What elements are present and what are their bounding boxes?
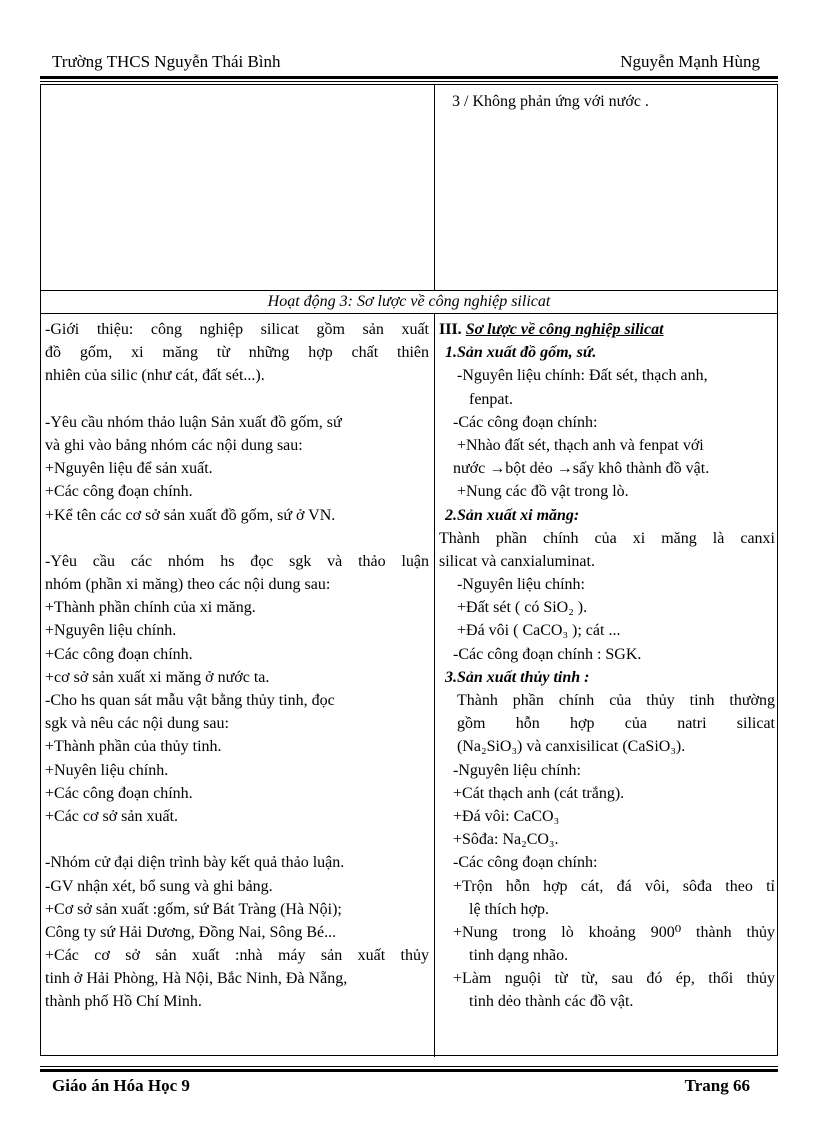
section-title: Hoạt động 3: Sơ lược về công nghiệp silicat — [267, 293, 551, 310]
right-line: tinh dạng nhão. — [469, 947, 569, 965]
left-line: và ghi vào bảng nhóm các nội dung sau: — [45, 436, 303, 454]
left-line: nhiên của silic (như cát, đất sét...). — [45, 367, 265, 385]
right-line: Thành phần chính của thủy tinh thường — [457, 692, 775, 709]
right-line: +Làm nguội từ từ, sau đó ép, thổi thủy — [453, 970, 775, 988]
left-line: +Cơ sở sản xuất :gốm, sứ Bát Tràng (Hà Nội); — [45, 900, 342, 918]
left-gap — [45, 828, 429, 851]
row-divider-1 — [41, 290, 777, 291]
left-line: -Giới thiệu: công nghiệp silicat gồm sản xuất — [45, 321, 429, 338]
right-line: -Nguyên liệu chính: — [453, 761, 581, 779]
right-line: silicat và canxialuminat. — [439, 552, 595, 570]
left-line: +Các công đoạn chính. — [45, 784, 193, 802]
right-line: +Nhào đất sét, thạch anh và fenpat với — [457, 436, 704, 454]
document-title: Giáo án Hóa Học 9 — [52, 1076, 190, 1095]
left-line: +Thành phần của thủy tinh. — [45, 738, 222, 756]
row-divider-2 — [41, 313, 777, 314]
teacher-name: Nguyễn Mạnh Hùng — [620, 52, 760, 71]
right-line: +Nung các đồ vật trong lò. — [457, 483, 629, 501]
left-line: -Yêu cầu nhóm thảo luận Sản xuất đồ gốm, sứ — [45, 413, 342, 431]
right-line: +Đá vôi ( CaCO₃ ); cát ... — [457, 622, 621, 640]
subsection-title-glass: 3.Sản xuất thủy tinh : — [445, 668, 590, 686]
left-line: +Nguyên liệu chính. — [45, 622, 177, 640]
right-line: (Na₂SiO₃) và canxisilicat (CaSiO₃). — [457, 738, 686, 756]
section-heading-number: III. — [439, 321, 462, 338]
left-line: +Nuyên liệu chính. — [45, 761, 169, 779]
left-line: -Nhóm cử đại diện trình bày kết quả thảo luận. — [45, 854, 345, 872]
subsection-title-cement: 2.Sản xuất xi măng: — [445, 506, 580, 524]
right-line: +Cát thạch anh (cát trắng). — [453, 784, 625, 802]
left-line: tinh ở Hải Phòng, Hà Nội, Bắc Ninh, Đà Nẵng, — [45, 970, 348, 988]
column-divider-bottom — [434, 313, 435, 1057]
right-line: tinh dẻo thành các đồ vật. — [469, 993, 634, 1011]
left-gap — [45, 527, 429, 550]
subsection-title-ceramics: 1.Sản xuất đồ gốm, sứ. — [445, 344, 597, 362]
right-line: -Các công đoạn chính: — [453, 854, 598, 872]
left-line: +Các công đoạn chính. — [45, 483, 193, 501]
left-line: +Kể tên các cơ sở sản xuất đồ gốm, sứ ở VN. — [45, 506, 336, 524]
left-line: +Thành phần chính của xi măng. — [45, 599, 256, 617]
teacher-activities-column — [45, 318, 429, 1014]
school-name: Trường THCS Nguyễn Thái Bình — [52, 52, 281, 71]
right-line: Thành phần chính của xi măng là canxi — [439, 529, 775, 547]
right-line: -Các công đoạn chính: — [453, 413, 598, 431]
right-line: +Nung trong lò khoảng 900⁰ thành thủy — [453, 923, 775, 941]
left-line: +Các cơ sở sản xuất :nhà máy sản xuất thủy — [45, 947, 429, 965]
header-rule-thin — [40, 81, 778, 82]
lesson-table — [40, 84, 778, 1056]
right-line: +Đá vôi: CaCO₃ — [453, 807, 560, 825]
left-line: +Các công đoạn chính. — [45, 645, 193, 663]
right-line: lệ thích hợp. — [469, 900, 549, 918]
left-line: +cơ sở sản xuất xi măng ở nước ta. — [45, 668, 270, 686]
left-line: Công ty sứ Hải Dương, Đồng Nai, Sông Bé... — [45, 923, 337, 941]
left-line: +Các cơ sở sản xuất. — [45, 807, 179, 825]
right-line: -Nguyên liệu chính: — [457, 576, 585, 594]
header-rule-thick — [40, 76, 778, 79]
right-line: gồm hỗn hợp của natri silicat — [457, 715, 775, 733]
right-line: +Đất sét ( có SiO₂ ). — [457, 599, 588, 617]
left-line: -Cho hs quan sát mẫu vật bằng thủy tinh, đọc — [45, 692, 335, 709]
student-activities-column — [439, 318, 775, 1014]
left-line: +Nguyên liệu để sản xuất. — [45, 460, 213, 478]
section-heading — [439, 318, 775, 341]
left-line: -GV nhận xét, bổ sung và ghi bảng. — [45, 877, 273, 895]
left-gap — [45, 388, 429, 411]
right-line: fenpat. — [469, 390, 513, 408]
top-right-cell: 3 / Không phản ứng với nước . — [452, 93, 649, 110]
right-line: -Nguyên liệu chính: Đất sét, thạch anh, — [457, 367, 708, 385]
page-footer — [50, 1076, 762, 1100]
footer-rule-thick — [40, 1069, 778, 1072]
column-divider-top — [434, 85, 435, 290]
section-heading-text: Sơ lược về công nghiệp silicat — [465, 321, 664, 338]
page-number: Trang 66 — [684, 1076, 750, 1095]
right-line: -Các công đoạn chính : SGK. — [453, 645, 642, 663]
page-header — [50, 50, 762, 74]
right-line: +Trộn hỗn hợp cát, đá vôi, sôđa theo tỉ — [453, 877, 775, 895]
left-line: thành phố Hồ Chí Minh. — [45, 993, 202, 1011]
left-line: nhóm (phần xi măng) theo các nội dung sau: — [45, 576, 331, 594]
footer-rule-thin — [40, 1066, 778, 1067]
left-line: sgk và nêu các nội dung sau: — [45, 715, 229, 733]
left-line: -Yêu cầu các nhóm hs đọc sgk và thảo luận — [45, 552, 429, 570]
left-line: đồ gốm, xi măng từ những hợp chất thiên — [45, 344, 429, 362]
right-line: nước →bột dẻo →sấy khô thành đồ vật. — [453, 460, 710, 478]
right-line: +Sôđa: Na₂CO₃. — [453, 831, 559, 849]
